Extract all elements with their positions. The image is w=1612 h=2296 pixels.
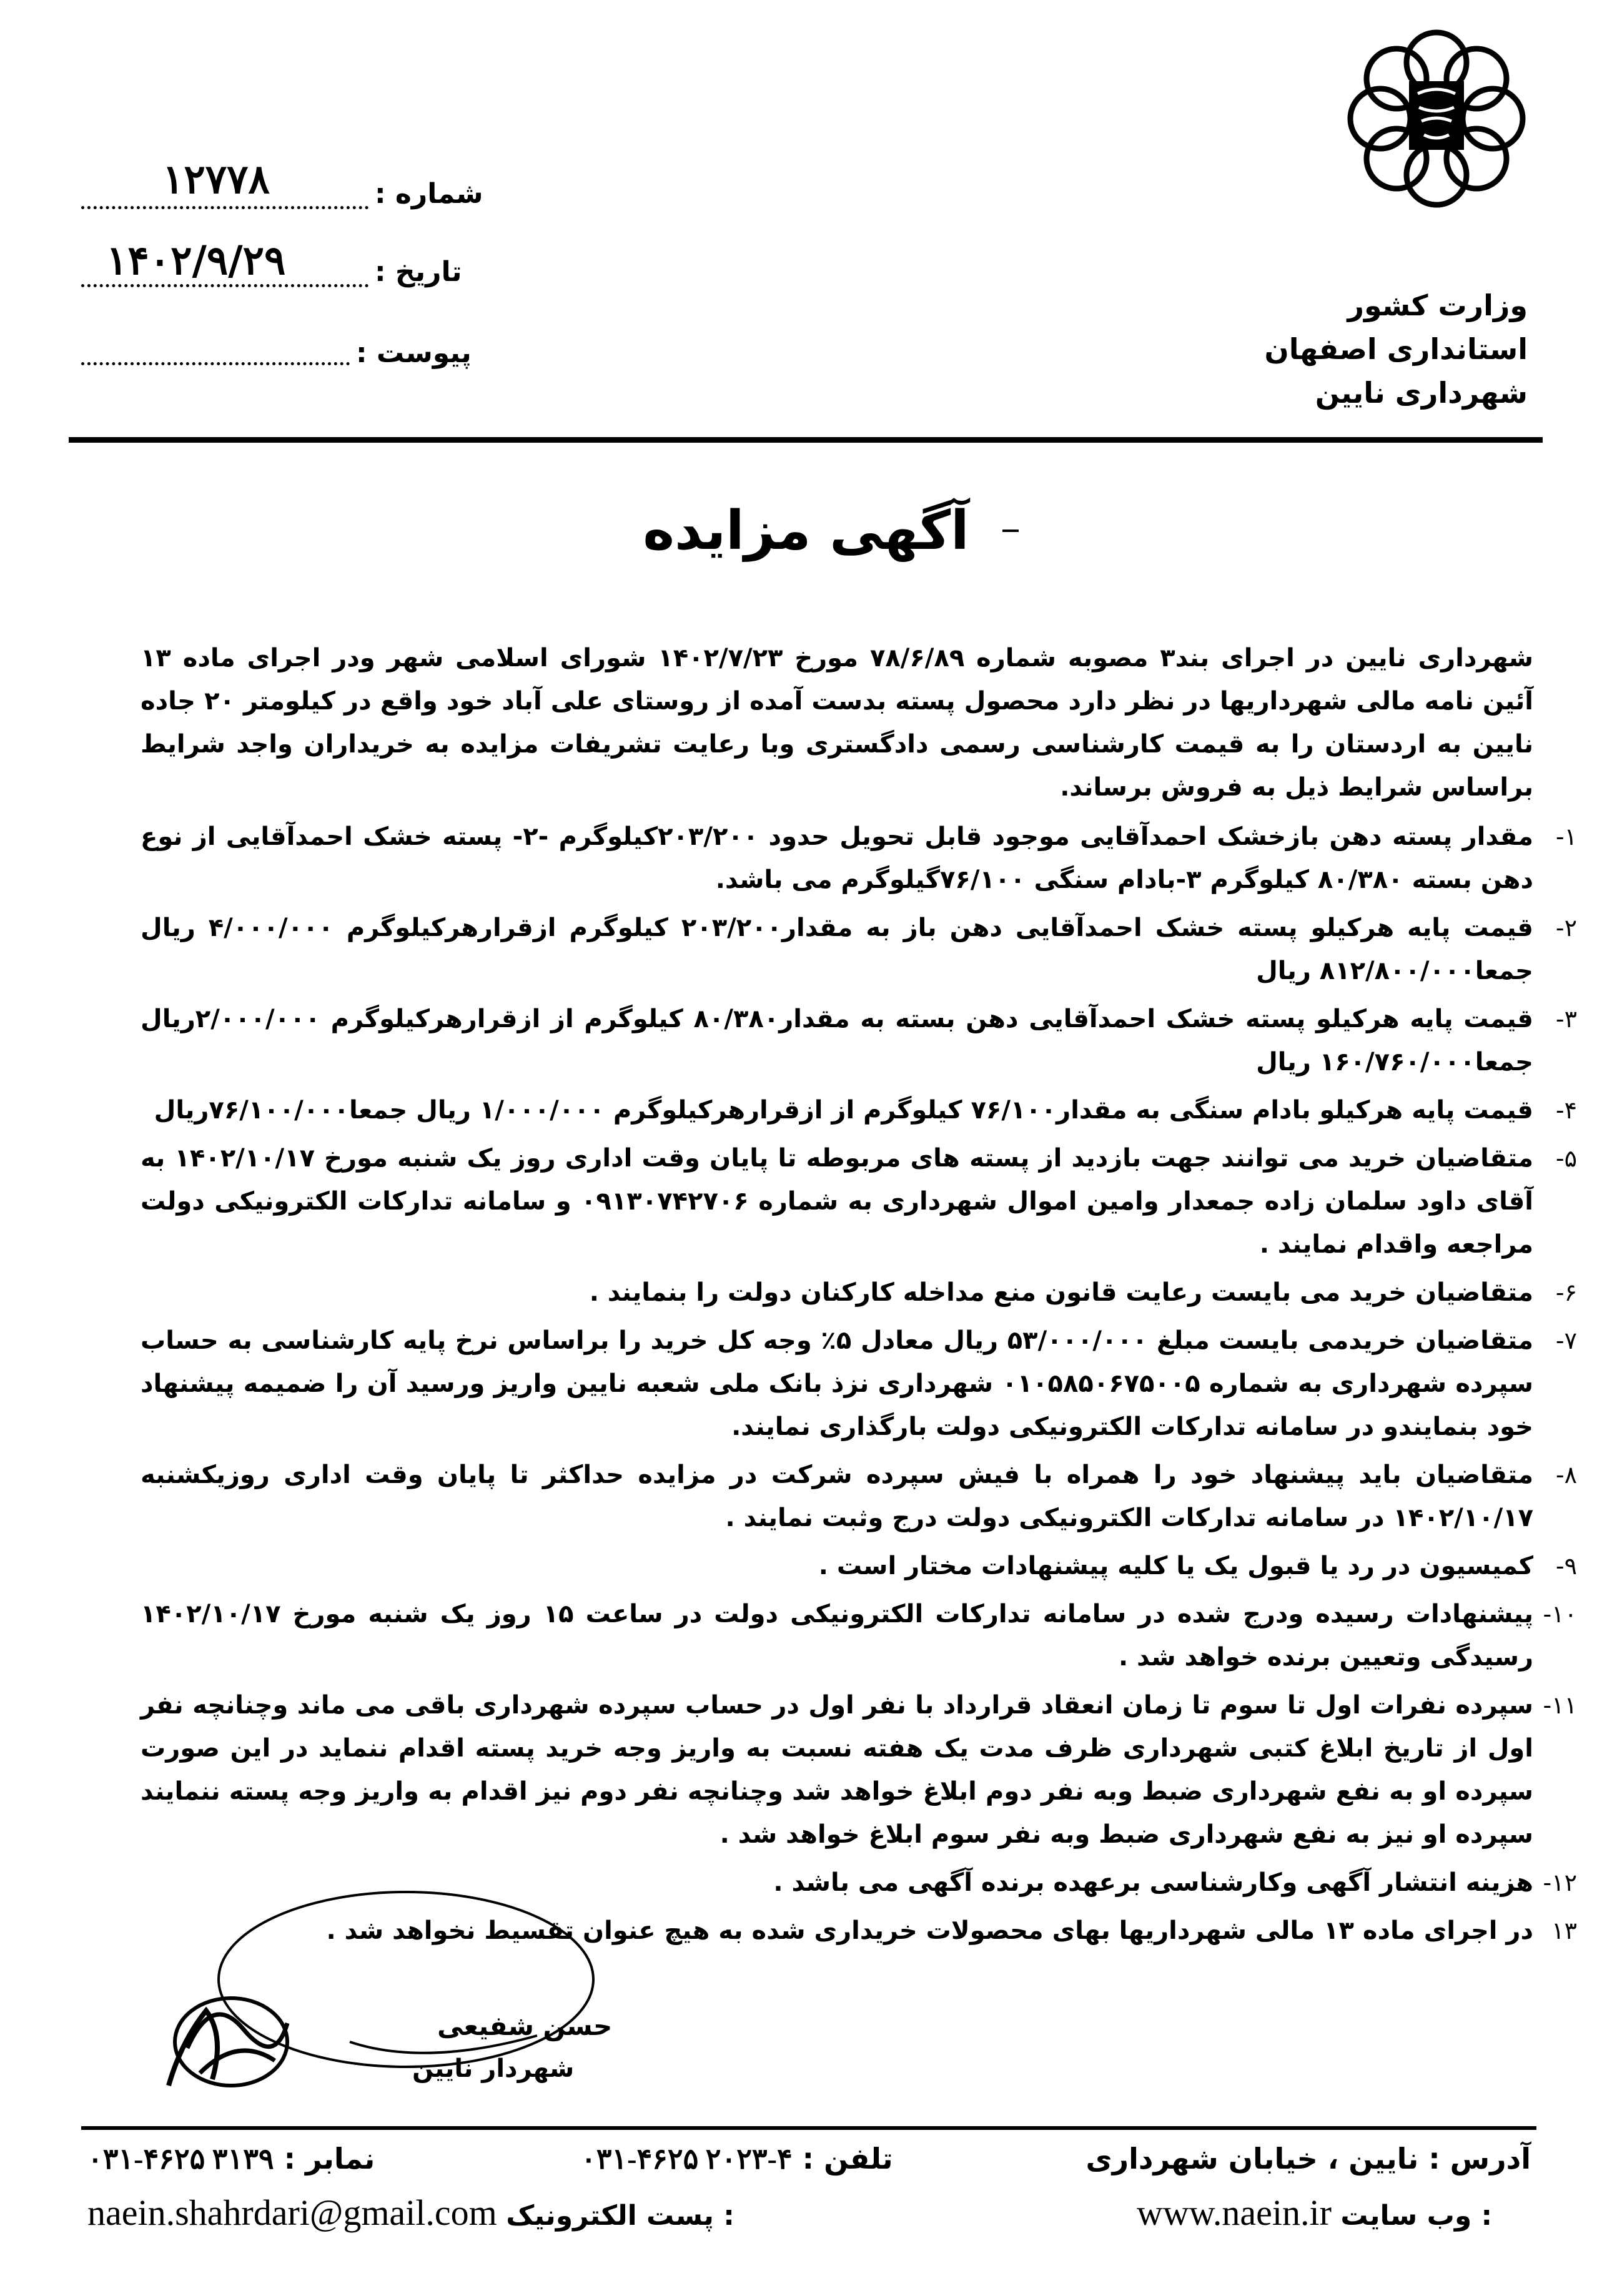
- municipality-logo: [1343, 25, 1530, 212]
- list-item: [141, 1593, 1577, 1679]
- page-title: آگهی مزایده: [643, 500, 969, 562]
- item-number: ۸-: [1555, 1461, 1577, 1489]
- header-divider: [69, 437, 1543, 443]
- conditions-list: [141, 815, 1577, 1953]
- item-number: ۹-: [1555, 1552, 1577, 1580]
- attachment-line: [81, 362, 350, 365]
- number-label: شماره :: [375, 178, 483, 210]
- item-text: قیمت پایه هرکیلو پسته خشک احمدآقایی دهن بسته به مقدار۸۰/۳۸۰ کیلوگرم از ازقرارهرکیلوگرم ۲/۰۰۰/۰۰۰ریال جمعا۱۶۰/۷۶۰/۰۰۰ ریال: [141, 1005, 1533, 1077]
- footer-email: [87, 2192, 734, 2234]
- website-value[interactable]: www.naein.ir: [1137, 2192, 1332, 2233]
- fax-value: ۳۱۳۹ ۴۶۲۵-۰۳۱: [87, 2143, 274, 2175]
- ministry-name: وزارت کشور: [1347, 288, 1528, 322]
- item-number: ۶-: [1555, 1279, 1577, 1306]
- item-number: ۷-: [1555, 1327, 1577, 1354]
- footer-fax: [87, 2142, 375, 2175]
- list-item: [141, 1454, 1577, 1540]
- signatory-role: شهردار نایین: [412, 2054, 575, 2083]
- website-label: وب سایت :: [1340, 2200, 1493, 2232]
- item-text: قیمت پایه هرکیلو بادام سنگی به مقدار۷۶/۱۰۰ کیلوگرم از ازقرارهرکیلوگرم ۱/۰۰۰/۰۰۰ ریال جمعا۷۶/۱۰۰/۰۰۰ریال: [154, 1096, 1533, 1125]
- item-text: پیشنهادات رسیده ودرج شده در سامانه تدارکات الکترونیکی دولت در ساعت ۱۵ روز یک شنبه مورخ ۱۴۰۲/۱۰/۱۷ رسیدگی وتعیین برنده خواهد شد .: [141, 1600, 1533, 1672]
- governorate-name: استانداری اصفهان: [1264, 332, 1528, 366]
- list-item: [141, 1271, 1577, 1314]
- date-line: [81, 284, 368, 287]
- footer-address: [1085, 2142, 1531, 2175]
- item-number: ۱-: [1555, 823, 1577, 850]
- item-number: ۵-: [1555, 1145, 1577, 1172]
- date-value: ۱۴۰۲/۹/۲۹: [106, 237, 286, 284]
- item-text: متقاضیان خریدمی بایست مبلغ ۵۳/۰۰۰/۰۰۰ ریال معادل ۵٪ وجه کل خرید را براساس نرخ پایه کارشناسی به حساب سپرده شهرداری به شماره ۰۱۰۵۸۵۰۶۷۵۰۰۵ شهرداری نزذ بانک ملی شعبه نایین واریز ورسید آن را ضمیمه پیشنهاد خود بنمایندو در سامانه تدارکات الکترونیکی دولت بارگذاری نمایند.: [141, 1326, 1533, 1441]
- number-value: ۱۲۷۷۸: [162, 156, 270, 203]
- number-line: [81, 206, 368, 209]
- item-text: متقاضیان خرید می بایست رعایت قانون منع مداخله کارکنان دولت را بنمایند .: [589, 1278, 1533, 1307]
- phone-label: تلفن :: [802, 2142, 893, 2175]
- item-text: کمیسیون در رد یا قبول یک یا کلیه پیشنهادات مختار است .: [818, 1552, 1533, 1580]
- item-text: در اجرای ماده ۱۳ مالی شهرداریها بهای محصولات خریداری شده به هیچ عنوان تقسیط نخواهد شد .: [326, 1916, 1533, 1945]
- item-number: ۱۱-: [1543, 1692, 1577, 1719]
- item-text: هزینه انتشار آگهی وکارشناسی برعهده برنده آگهی می باشد .: [773, 1868, 1533, 1897]
- list-item: [141, 1137, 1577, 1266]
- item-number: ۳-: [1555, 1005, 1577, 1033]
- item-text: سپرده نفرات اول تا سوم تا زمان انعقاد قرارداد با نفر اول در حساب سپرده شهرداری باقی می ماند وچنانچه نفر اول از تاریخ ابلاغ کتبی شهرداری ظرف مدت یک هفته نسبت به واریز وجه خرید پسته اقدام ننماید در این صورت سپرده او به نفع شهرداری ضبط وبه نفر دوم ابلاغ خواهد شد وچنانچه نفر دوم نیز اقدام به واریز وجه پسته ننمایند سپرده او نیز به نفع شهرداری ضبط وبه نفر سوم ابلاغ خواهد شد .: [141, 1691, 1533, 1849]
- list-item: [141, 815, 1577, 902]
- footer-divider: [81, 2126, 1536, 2130]
- address-label: آدرس :: [1428, 2142, 1531, 2175]
- notice-body: [141, 637, 1577, 1958]
- signatory-name: حسن شفیعی: [437, 2011, 613, 2041]
- footer-website: [1137, 2192, 1492, 2234]
- item-number: ۲-: [1555, 914, 1577, 942]
- list-item: [141, 1319, 1577, 1449]
- title-dash: [1002, 530, 1019, 532]
- item-number: ۱۳: [1551, 1917, 1577, 1944]
- phone-value: ۴-۲۰۲۳ ۴۶۲۵-۰۳۱: [581, 2143, 793, 2175]
- item-text: مقدار پسته دهن بازخشک احمدآقایی موجود قابل تحویل حدود ۲۰۳/۲۰۰کیلوگرم -۲- پسته خشک احمدآقایی از نوع دهن بسته ۸۰/۳۸۰ کیلوگرم ۳-بادام سنگی ۷۶/۱۰۰گیلوگرم می باشد.: [141, 822, 1534, 894]
- list-item: [141, 1545, 1577, 1588]
- item-text: متقاضیان خرید می توانند جهت بازدید از پسته های مربوطه تا پایان وقت اداری روز یک شنبه مورخ ۱۴۰۲/۱۰/۱۷ به آقای داود سلمان زاده جمعدار وامین اموال شهرداری به شماره ۰۹۱۳۰۷۴۲۷۰۶ و سامانه تدارکات الکترونیکی دولت مراجعه واقدام نمایند .: [141, 1144, 1533, 1259]
- list-item: [141, 1684, 1577, 1856]
- email-value[interactable]: naein.shahrdari@gmail.com: [87, 2192, 497, 2233]
- intro-paragraph: شهرداری نایین در اجرای بند۳ مصوبه شماره ۷۸/۶/۸۹ مورخ ۱۴۰۲/۷/۲۳ شورای اسلامی شهر ودر اجرای ماده ۱۳ آئین نامه مالی شهرداریها در نظر دارد محصول پسته بدست آمده از روستای علی آباد خود واقع در کیلومتر ۲۰ جاده نایین به اردستان را به قیمت کارشناسی رسمی دادگستری وبا رعایت تشریفات مزایده به خریداران واجد شرایط براساس شرایط ذیل به فروش برساند.: [141, 644, 1533, 802]
- date-label: تاریخ :: [375, 256, 462, 288]
- municipality-name: شهرداری نایین: [1315, 376, 1528, 410]
- list-item: [141, 907, 1577, 993]
- footer-phone: [581, 2142, 893, 2175]
- item-text: متقاضیان باید پیشنهاد خود را همراه با فیش سپرده شرکت در مزایده حداکثر تا پایان وقت اداری روزیکشنبه ۱۴۰۲/۱۰/۱۷ در سامانه تدارکات الکترونیکی دولت درج وثبت نمایند .: [141, 1461, 1533, 1532]
- list-item: [141, 998, 1577, 1084]
- email-label: پست الکترونیک :: [506, 2200, 734, 2232]
- address-value: نایین ، خیابان شهرداری: [1085, 2142, 1419, 2175]
- item-number: ۱۲-: [1543, 1869, 1577, 1896]
- item-text: قیمت پایه هرکیلو پسته خشک احمدآقایی دهن باز به مقدار۲۰۳/۲۰۰ کیلوگرم ازقرارهرکیلوگرم ۴/۰۰۰/۰۰۰ ریال جمعا۸۱۲/۸۰۰/۰۰۰ ریال: [141, 914, 1533, 985]
- item-number: ۱۰-: [1543, 1600, 1577, 1628]
- attachment-label: پیوست :: [356, 337, 472, 369]
- item-number: ۴-: [1555, 1096, 1577, 1124]
- list-item: [141, 1089, 1577, 1132]
- fax-label: نمابر :: [284, 2142, 375, 2175]
